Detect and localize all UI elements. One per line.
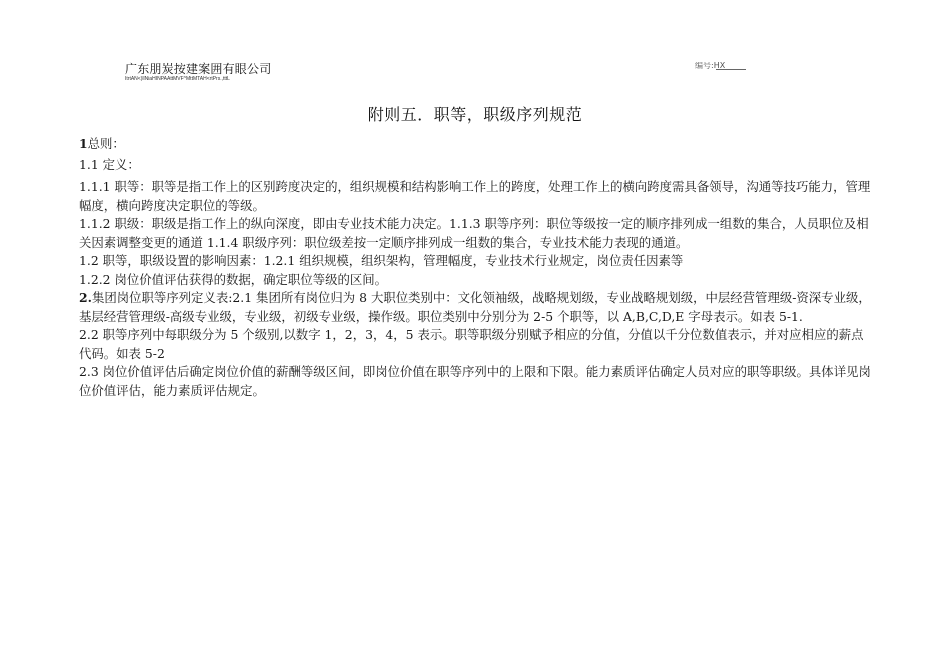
paragraph-1-1-1: 1.1.1 职等：职等是指工作上的区别跨度决定的，组织规模和结构影响工作上的跨度，处理工作上的横向跨度需具备领导，沟通等技巧能力，管理幅度，横向跨度决定职位的等级。 [79,179,871,213]
document-number-underline [716,69,746,70]
paragraph-2-3: 2.3 岗位价值评估后确定岗位价值的薪酬等级区间，即岗位价值在职等序列中的上限和下限。能力素质评估确定人员对应的职等职级。具体详见岗位价值评估，能力素质评估规定。 [79,364,871,398]
document-body [79,135,874,400]
section-1-heading [79,135,874,154]
section-2-paragraph [79,289,874,326]
page-title: 附则五．职等，职级序列规范 [367,105,583,124]
company-name: 广东朋炭按建案囲有眼公司 [125,62,272,76]
paragraph-1-1-2: 1.1.2 职级：职级是指工作上的纵向深度，即由专业技术能力决定。1.1.3 职等序列：职位等级按一定的顺序排列成一组数的集合，人员职位及相关因素调整变更的通道 1.1.4 职级序列：职位级差按一定顺序排列成一组数的集合，专业技术能力表现的通道。 [79,216,869,250]
paragraph-2-2: 2.2 职等序列中每职级分为 5 个级别,以数字 1，2，3，4，5 表示。职等职级分别赋予相应的分值，分值以千分位数值表示，并对应相应的薪点代码。如表 5-2 [79,327,864,361]
document-number: 编号:HX [695,62,726,70]
section-1-label: 总则： [87,136,125,151]
paragraph-1-2: 1.2 职等，职级设置的影响因素：1.2.1 组织规模，组织架构，管理幅度，专业技术行业规定，岗位责任因素等 [79,253,684,268]
section-2-text: 集团岗位职等序列定义表:2.1 集团所有岗位归为 8 大职位类别中：文化领袖级，战略规划级，专业战略规划级，中层经营管理级-资深专业级，基层经营管理级-高级专业级，专业级，初级专业级，操作级。职位类别中分别分为 2-5 个职等，以 A,B,C,D,E 字母表示。如表 5-1. [79,290,871,324]
company-subtitle: ItrtAN<)llNiaHINPAAttMVF^MttMTAH<rtPrs.,tttL [125,76,230,82]
section-2-number: 2. [79,290,92,305]
paragraph-1-2-2: 1.2.2 岗位价值评估获得的数据，确定职位等级的区间。 [79,271,388,287]
section-1-number: 1 [79,136,88,151]
paragraph-1-1: 1.1 定义： [79,156,140,172]
